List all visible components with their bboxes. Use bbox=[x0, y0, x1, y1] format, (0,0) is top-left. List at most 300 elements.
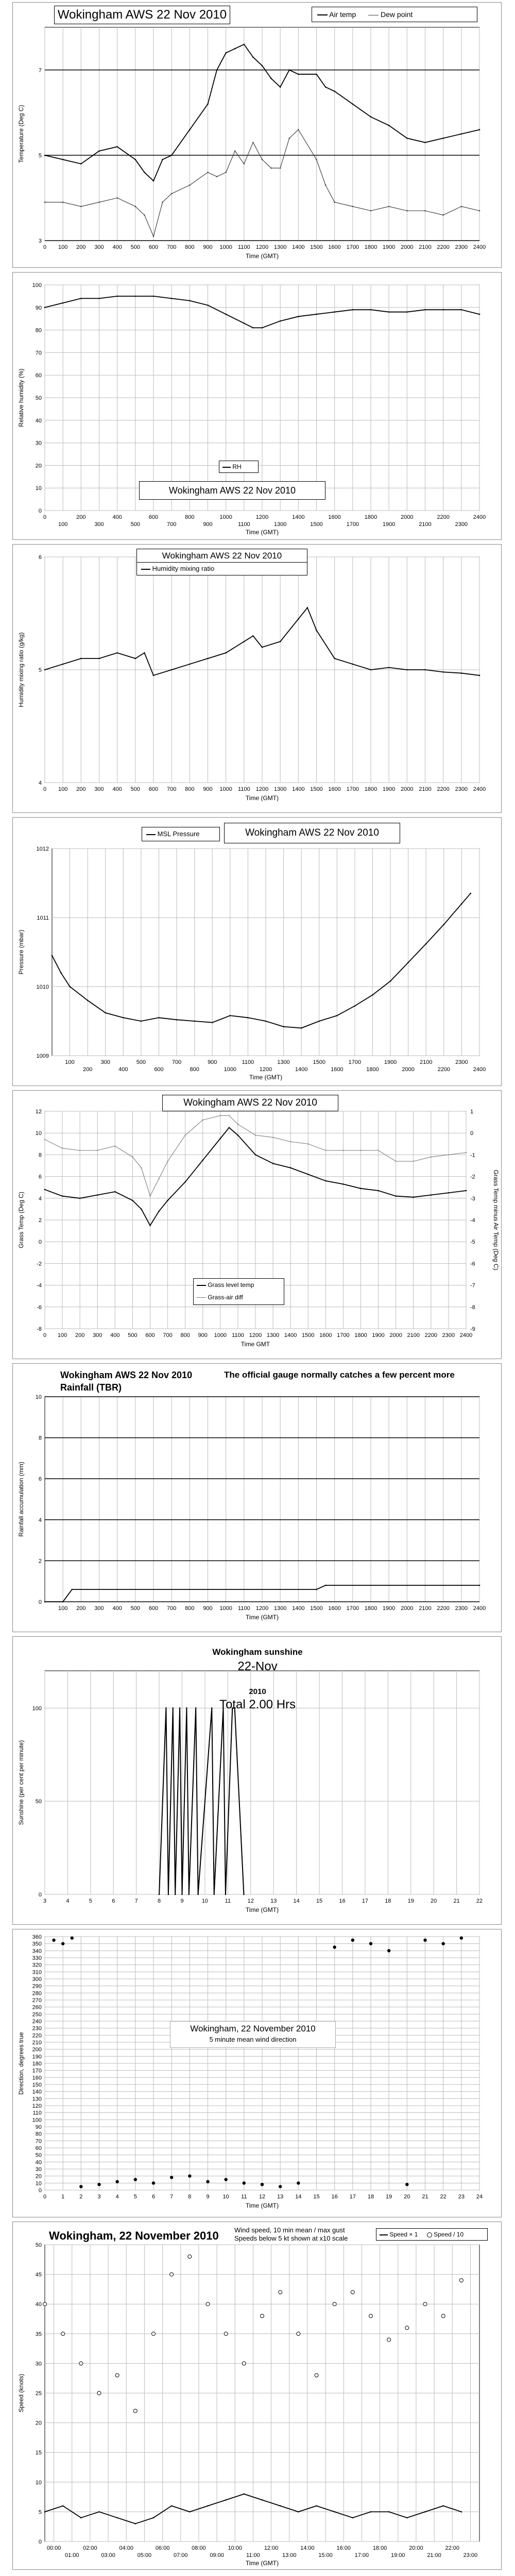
x-tick-label: 400 bbox=[112, 786, 122, 792]
x-tick-label: 200 bbox=[76, 514, 86, 520]
x-tick-label: 1700 bbox=[346, 521, 359, 528]
x-tick-label: 900 bbox=[203, 521, 213, 528]
y2-tick-label: 0 bbox=[470, 1130, 474, 1137]
x-tick-label: 700 bbox=[163, 1332, 173, 1338]
grass-air-diff-point bbox=[360, 1150, 361, 1151]
x-tick-label: 100 bbox=[58, 521, 68, 528]
wind-direction-point bbox=[152, 2181, 155, 2184]
dew-point-point bbox=[98, 201, 100, 203]
msl-pressure-point bbox=[176, 1019, 178, 1021]
x-tick-label: 14 bbox=[295, 2194, 302, 2200]
grass-level-temp-point bbox=[44, 1189, 46, 1191]
rainfall-point bbox=[325, 1585, 327, 1586]
x-tick-label: 0 bbox=[43, 1332, 47, 1338]
speed-10-point bbox=[441, 2314, 445, 2318]
x-tick-label: 13 bbox=[270, 1898, 277, 1904]
y-tick-label: 10 bbox=[35, 485, 42, 492]
x-tick-label: 1100 bbox=[232, 1332, 244, 1338]
y-tick-label: 170 bbox=[32, 2067, 42, 2074]
x-axis-label: Time (GMT) bbox=[245, 2202, 279, 2209]
rh-point bbox=[189, 300, 191, 301]
grass-air-diff-point bbox=[44, 1139, 45, 1140]
y-tick-label: 40 bbox=[35, 417, 42, 424]
dew-point-point bbox=[135, 206, 136, 207]
pressure-legend bbox=[142, 827, 220, 841]
x-tick-label: 1200 bbox=[255, 244, 269, 250]
msl-pressure-point bbox=[301, 1027, 302, 1029]
speed-x1-legend-label: Speed × 1 bbox=[389, 2231, 418, 2238]
y-tick-label: 100 bbox=[32, 1705, 42, 1712]
x-tick-label: 1300 bbox=[273, 521, 287, 528]
pressure-panel bbox=[12, 817, 502, 1086]
rh-legend-swatch bbox=[222, 467, 231, 468]
wind-speed-note-1: Wind speed, 10 min mean / max gust bbox=[234, 2226, 345, 2234]
x-tick-label: 3 bbox=[43, 1898, 47, 1904]
grass-level-temp-point bbox=[307, 1174, 309, 1175]
rh-point bbox=[424, 309, 426, 311]
air-temp-point bbox=[44, 155, 46, 156]
humidity-mixing-ratio-point bbox=[298, 618, 299, 620]
wind-direction-point bbox=[79, 2185, 82, 2188]
x-tick-label: 1400 bbox=[292, 1605, 305, 1612]
grass-level-temp-point bbox=[229, 1127, 230, 1128]
dew-point-point bbox=[153, 235, 154, 237]
x-tick-label: 22 bbox=[476, 1898, 483, 1904]
x-axis-label: Time (GMT) bbox=[245, 794, 279, 802]
x-tick-label: 1000 bbox=[219, 514, 232, 520]
rh-point bbox=[135, 296, 136, 297]
x-tick-label: 100 bbox=[58, 1605, 68, 1612]
sunshine-point bbox=[213, 1894, 215, 1895]
y-tick-label: 60 bbox=[35, 2145, 42, 2151]
speed-1-point bbox=[334, 2511, 335, 2513]
x-tick-label: 1800 bbox=[354, 1332, 367, 1338]
speed-1-point bbox=[280, 2505, 281, 2507]
rh-point bbox=[262, 327, 263, 329]
air-temp-point bbox=[62, 159, 64, 160]
x-tick-label: 1300 bbox=[273, 786, 287, 792]
rh-point bbox=[44, 307, 46, 309]
x-tick-label: 2100 bbox=[419, 1605, 432, 1612]
x-tick-label: 23 bbox=[458, 2194, 465, 2200]
air-temp-point bbox=[189, 129, 191, 130]
x-tick-label: 0 bbox=[43, 2194, 47, 2200]
x-tick-label: 2400 bbox=[473, 514, 486, 520]
x-tick-label: 19 bbox=[407, 1898, 414, 1904]
wind-direction-point bbox=[387, 1949, 390, 1952]
mixing-ratio-chart-svg bbox=[13, 545, 502, 814]
x-tick-label: 05:00 bbox=[137, 2552, 152, 2558]
grass-air-diff-point bbox=[114, 1145, 115, 1146]
speed-10-point bbox=[79, 2362, 83, 2365]
speed-10-point bbox=[315, 2374, 318, 2377]
grass-temp-chart-svg bbox=[13, 1091, 502, 1360]
y-tick-label: 1012 bbox=[36, 846, 49, 852]
msl-pressure-point bbox=[372, 994, 373, 996]
x-tick-label: 1600 bbox=[319, 1332, 332, 1338]
dew-point-point bbox=[207, 172, 209, 173]
x-axis-label: Time GMT bbox=[241, 1341, 270, 1348]
y-tick-label: 120 bbox=[32, 2103, 42, 2109]
y-tick-label: 320 bbox=[32, 1962, 42, 1969]
x-tick-label: 2000 bbox=[401, 786, 414, 792]
x-tick-label: 00:00 bbox=[46, 2545, 61, 2551]
speed-1-point bbox=[352, 2517, 354, 2519]
air-temp-point bbox=[234, 48, 236, 49]
y-axis-label: Humidity mixing ratio (g/kg) bbox=[18, 632, 25, 707]
y-tick-label: 20 bbox=[35, 2420, 42, 2427]
x-tick-label: 2000 bbox=[389, 1332, 402, 1338]
x-tick-label: 400 bbox=[118, 1066, 128, 1073]
humidity-chart-svg bbox=[13, 273, 502, 540]
x-tick-label: 2400 bbox=[473, 1605, 486, 1612]
y-tick-label: 290 bbox=[32, 1983, 42, 1990]
x-tick-label: 15:00 bbox=[318, 2552, 333, 2558]
wind-speed-panel bbox=[12, 2222, 502, 2570]
x-tick-label: 2300 bbox=[455, 521, 468, 528]
speed-1-point bbox=[316, 2505, 317, 2507]
x-tick-label: 200 bbox=[76, 244, 86, 250]
y-tick-label: 25 bbox=[35, 2391, 42, 2397]
x-tick-label: 1800 bbox=[366, 1066, 379, 1073]
y2-tick-label: -2 bbox=[470, 1174, 475, 1180]
x-tick-label: 1 bbox=[61, 2194, 65, 2200]
msl-pressure-point bbox=[336, 1015, 338, 1016]
y-tick-label: 4 bbox=[38, 780, 42, 786]
y-tick-label: 1011 bbox=[37, 915, 49, 921]
x-tick-label: 800 bbox=[185, 1605, 195, 1612]
x-tick-label: 08:00 bbox=[192, 2545, 206, 2551]
x-tick-label: 15 bbox=[316, 1898, 323, 1904]
x-tick-label: 1200 bbox=[255, 1605, 269, 1612]
y-tick-label: 5 bbox=[38, 2509, 42, 2516]
air-temp-point bbox=[262, 65, 263, 66]
y-tick-label: 50 bbox=[35, 395, 42, 401]
x-tick-label: 16 bbox=[331, 2194, 338, 2200]
y2-tick-label: -5 bbox=[470, 1239, 475, 1246]
grass-air-diff-point bbox=[466, 1152, 467, 1153]
x-tick-label: 1300 bbox=[266, 1332, 280, 1338]
x-tick-label: 1500 bbox=[310, 521, 323, 528]
humidity-mixing-ratio-point bbox=[44, 669, 46, 671]
x-tick-label: 20 bbox=[431, 1898, 437, 1904]
x-tick-label: 1300 bbox=[273, 244, 287, 250]
humidity-panel bbox=[12, 272, 502, 540]
x-tick-label: 1200 bbox=[259, 1066, 272, 1073]
x-tick-label: 200 bbox=[75, 1332, 85, 1338]
msl-pressure-point bbox=[318, 1021, 320, 1022]
dew-point-point bbox=[270, 167, 272, 169]
dew-point-point bbox=[189, 184, 191, 186]
x-tick-label: 1300 bbox=[273, 1605, 287, 1612]
x-tick-label: 300 bbox=[94, 1605, 104, 1612]
dew-point-point bbox=[280, 167, 281, 169]
wind-direction-point bbox=[134, 2178, 137, 2181]
speed-1-point bbox=[98, 2511, 100, 2513]
rainfall-point bbox=[62, 1601, 64, 1603]
speed-10-point bbox=[43, 2302, 47, 2306]
grass-level-temp-point bbox=[360, 1188, 362, 1190]
x-tick-label: 1600 bbox=[331, 1066, 344, 1073]
humidity-mixing-ratio-point bbox=[262, 647, 263, 648]
x-tick-label: 700 bbox=[166, 244, 177, 250]
humidity-plot-title: Wokingham AWS 22 Nov 2010 bbox=[139, 481, 325, 500]
humidity-mixing-ratio-point bbox=[442, 671, 444, 673]
x-tick-label: 06:00 bbox=[155, 2545, 170, 2551]
y-tick-label: 10 bbox=[35, 2479, 42, 2486]
dew-point-point bbox=[325, 184, 327, 186]
x-tick-label: 2400 bbox=[473, 1066, 486, 1073]
air-temp-point bbox=[80, 163, 82, 165]
x-tick-label: 100 bbox=[57, 1332, 67, 1338]
grass-level-temp-point bbox=[202, 1160, 203, 1161]
x-tick-label: 800 bbox=[185, 786, 195, 792]
y-axis-label: Grass Temp (Deg C) bbox=[18, 1192, 25, 1248]
y-tick-label: 1009 bbox=[36, 1053, 49, 1059]
y-tick-label: 100 bbox=[32, 282, 42, 289]
y-tick-label: 1010 bbox=[36, 984, 49, 990]
grass-level-temp-point bbox=[413, 1196, 414, 1198]
x-tick-label: 20:00 bbox=[409, 2545, 423, 2551]
x-tick-label: 2400 bbox=[473, 786, 486, 792]
grass-level-temp-point bbox=[220, 1138, 221, 1139]
wind-speed-legend bbox=[376, 2228, 488, 2241]
dew-point-point bbox=[370, 210, 372, 212]
y-tick-label: 80 bbox=[35, 327, 42, 334]
mixing-ratio-legend-label: Humidity mixing ratio bbox=[152, 565, 215, 572]
y-tick-label: 3 bbox=[38, 238, 42, 244]
x-tick-label: 5 bbox=[89, 1898, 92, 1904]
dew-point-point bbox=[144, 214, 145, 216]
x-tick-label: 18 bbox=[367, 2194, 374, 2200]
humidity-mixing-ratio-point bbox=[316, 630, 317, 631]
x-tick-label: 15 bbox=[313, 2194, 320, 2200]
speed-10-point bbox=[61, 2332, 65, 2335]
grass-air-diff-point bbox=[237, 1124, 238, 1125]
x-tick-label: 12:00 bbox=[264, 2545, 279, 2551]
y-tick-label: 20 bbox=[35, 463, 42, 469]
x-tick-label: 800 bbox=[185, 514, 195, 520]
speed-1-point bbox=[406, 2517, 408, 2519]
x-tick-label: 1700 bbox=[346, 244, 359, 250]
x-tick-label: 1900 bbox=[382, 521, 396, 528]
y-tick-label: 5 bbox=[38, 667, 42, 673]
y-tick-label: 350 bbox=[32, 1941, 42, 1947]
speed-1-point bbox=[298, 2511, 299, 2513]
sunshine-panel bbox=[12, 1636, 502, 1925]
x-tick-label: 500 bbox=[130, 786, 141, 792]
y-tick-label: 300 bbox=[32, 1976, 42, 1982]
y-tick-label: 130 bbox=[32, 2096, 42, 2103]
air-temp-point bbox=[298, 74, 299, 75]
grass-air-diff-point bbox=[132, 1156, 133, 1157]
rh-legend bbox=[219, 461, 259, 473]
speed-10-point bbox=[297, 2332, 300, 2335]
x-tick-label: 20 bbox=[404, 2194, 410, 2200]
x-tick-label: 1600 bbox=[328, 786, 341, 792]
pressure-legend-label: MSL Pressure bbox=[157, 830, 200, 838]
x-tick-label: 900 bbox=[203, 1605, 213, 1612]
x-tick-label: 2200 bbox=[437, 1605, 450, 1612]
x-tick-label: 600 bbox=[145, 1332, 155, 1338]
y-tick-label: 180 bbox=[32, 2061, 42, 2067]
x-tick-label: 100 bbox=[58, 786, 68, 792]
speed-1-point bbox=[116, 2517, 118, 2519]
humidity-mixing-ratio-point bbox=[135, 658, 136, 659]
humidity-mixing-ratio-point bbox=[153, 675, 154, 676]
y-tick-label: 2 bbox=[38, 1558, 42, 1565]
air-temp-legend-label: Air temp bbox=[329, 10, 356, 19]
grass-level-temp-point bbox=[466, 1190, 467, 1192]
x-tick-label: 2300 bbox=[455, 1605, 468, 1612]
y-tick-label: 8 bbox=[38, 1152, 42, 1159]
x-tick-label: 400 bbox=[112, 514, 122, 520]
x-tick-label: 200 bbox=[76, 1605, 86, 1612]
x-tick-label: 1400 bbox=[284, 1332, 297, 1338]
dew-point-point bbox=[62, 201, 64, 203]
rh-point bbox=[207, 304, 209, 306]
speed-1-point bbox=[153, 2517, 154, 2519]
x-tick-label: 0 bbox=[43, 514, 47, 520]
humidity-mixing-ratio-point bbox=[352, 664, 354, 665]
x-tick-label: 16:00 bbox=[336, 2545, 351, 2551]
grass-level-temp-point bbox=[395, 1195, 397, 1197]
dew-point-point bbox=[216, 176, 218, 178]
rh-point bbox=[62, 302, 64, 304]
rh-point bbox=[406, 311, 408, 313]
dew-point-point bbox=[252, 142, 254, 143]
dew-point-point bbox=[316, 159, 317, 160]
sunshine-date: 22-Nov bbox=[237, 1659, 278, 1673]
x-tick-label: 900 bbox=[198, 1332, 208, 1338]
msl-pressure-point bbox=[52, 955, 53, 956]
humidity-mixing-ratio-point bbox=[207, 658, 209, 659]
y-tick-label: 10 bbox=[35, 1130, 42, 1137]
speed-div10-legend-swatch bbox=[427, 2232, 432, 2238]
dew-point-point bbox=[116, 197, 118, 199]
speed-10-point bbox=[423, 2302, 427, 2306]
x-tick-label: 2100 bbox=[420, 1059, 433, 1065]
rh-point bbox=[98, 298, 100, 299]
grass-air-diff-point bbox=[448, 1154, 449, 1155]
x-tick-label: 1400 bbox=[292, 786, 305, 792]
x-tick-label: 16 bbox=[339, 1898, 346, 1904]
speed-1-point bbox=[424, 2511, 426, 2513]
x-tick-label: 4 bbox=[115, 2194, 119, 2200]
x-tick-label: 7 bbox=[134, 1898, 138, 1904]
sunshine-point bbox=[225, 1894, 227, 1895]
x-tick-label: 6 bbox=[151, 2194, 156, 2200]
grass-air-diff-point bbox=[290, 1141, 291, 1142]
dew-point-point bbox=[171, 193, 173, 195]
y-axis-label: Sunshine (per cent per minute) bbox=[18, 1740, 25, 1825]
x-tick-label: 1100 bbox=[238, 786, 250, 792]
grass-level-temp-point bbox=[184, 1181, 186, 1183]
x-tick-label: 800 bbox=[190, 1066, 199, 1073]
y-axis-label: Speed (knots) bbox=[18, 2374, 25, 2413]
y-tick-label: -4 bbox=[37, 1282, 42, 1289]
y-tick-label: -2 bbox=[37, 1261, 42, 1267]
rh-point bbox=[352, 309, 354, 311]
pressure-legend-swatch bbox=[146, 834, 156, 835]
x-tick-label: 400 bbox=[112, 244, 122, 250]
wind-direction-point bbox=[115, 2180, 118, 2183]
dew-point-point bbox=[388, 206, 390, 207]
rh-point bbox=[370, 309, 372, 311]
x-tick-label: 22:00 bbox=[445, 2545, 460, 2551]
msl-pressure-point bbox=[60, 972, 62, 974]
msl-pressure-point bbox=[265, 1021, 267, 1022]
air-temp-point bbox=[216, 70, 218, 71]
x-tick-label: 14 bbox=[293, 1898, 300, 1904]
grass-air-diff-point bbox=[220, 1115, 221, 1116]
y-tick-label: 5 bbox=[38, 152, 42, 159]
dew-point-point bbox=[225, 172, 227, 173]
x-tick-label: 500 bbox=[130, 1605, 141, 1612]
humidity-mixing-ratio-point bbox=[406, 669, 408, 671]
y-tick-label: 140 bbox=[32, 2089, 42, 2095]
mixing-ratio-legend-swatch bbox=[141, 569, 150, 570]
y-tick-label: 2 bbox=[38, 1217, 42, 1224]
msl-pressure-point bbox=[283, 1026, 284, 1027]
x-tick-label: 2000 bbox=[402, 1066, 415, 1073]
y-tick-label: 70 bbox=[35, 2138, 42, 2145]
grass-level-temp-point bbox=[114, 1191, 116, 1193]
y-tick-label: 0 bbox=[38, 508, 42, 514]
wind-direction-point bbox=[333, 1945, 336, 1948]
speed-div10-legend-label: Speed / 10 bbox=[434, 2231, 464, 2238]
y-tick-label: 60 bbox=[35, 372, 42, 379]
humidity-mixing-ratio-point bbox=[244, 641, 245, 642]
msl-pressure-point bbox=[212, 1022, 213, 1023]
y-tick-label: 340 bbox=[32, 1948, 42, 1955]
x-axis-label: Time (GMT) bbox=[245, 529, 279, 536]
speed-1-point bbox=[207, 2505, 209, 2507]
wind-direction-point bbox=[460, 1937, 463, 1940]
rainfall-chart-svg bbox=[13, 1364, 502, 1633]
y-tick-label: 260 bbox=[32, 2004, 42, 2011]
y-tick-label: 30 bbox=[35, 2166, 42, 2173]
y-tick-label: 10 bbox=[35, 2180, 42, 2187]
x-tick-label: 800 bbox=[185, 244, 195, 250]
x-tick-label: 600 bbox=[148, 244, 159, 250]
rh-point bbox=[442, 309, 444, 311]
x-tick-label: 600 bbox=[148, 1605, 159, 1612]
grass-level-temp-point bbox=[431, 1194, 432, 1196]
y-tick-label: -6 bbox=[37, 1304, 42, 1311]
x-tick-label: 900 bbox=[208, 1059, 217, 1065]
wind-direction-subtitle: 5 minute mean wind direction bbox=[209, 2036, 297, 2043]
x-tick-label: 3 bbox=[97, 2194, 101, 2200]
x-tick-label: 2000 bbox=[401, 1605, 414, 1612]
wind-direction-point bbox=[188, 2174, 191, 2177]
wind-speed-title: Wokingham, 22 November 2010 bbox=[49, 2229, 219, 2242]
x-tick-label: 2400 bbox=[473, 244, 486, 250]
air-temp-point bbox=[352, 104, 354, 105]
x-tick-label: 1400 bbox=[295, 1066, 308, 1073]
y-axis-label: Direction, degrees true bbox=[18, 2032, 25, 2095]
dew-point-point bbox=[461, 206, 462, 207]
temperature-panel bbox=[12, 2, 502, 268]
rh-point bbox=[244, 323, 245, 324]
grass-level-legend-label: Grass level temp bbox=[208, 1281, 254, 1289]
grass-air-diff-point bbox=[149, 1195, 150, 1196]
air-temp-point bbox=[98, 150, 100, 152]
grass-air-legend-item bbox=[194, 1291, 284, 1303]
y-tick-label: 90 bbox=[35, 304, 42, 311]
x-tick-label: 14:00 bbox=[300, 2545, 315, 2551]
rh-legend-label: RH bbox=[232, 463, 242, 470]
